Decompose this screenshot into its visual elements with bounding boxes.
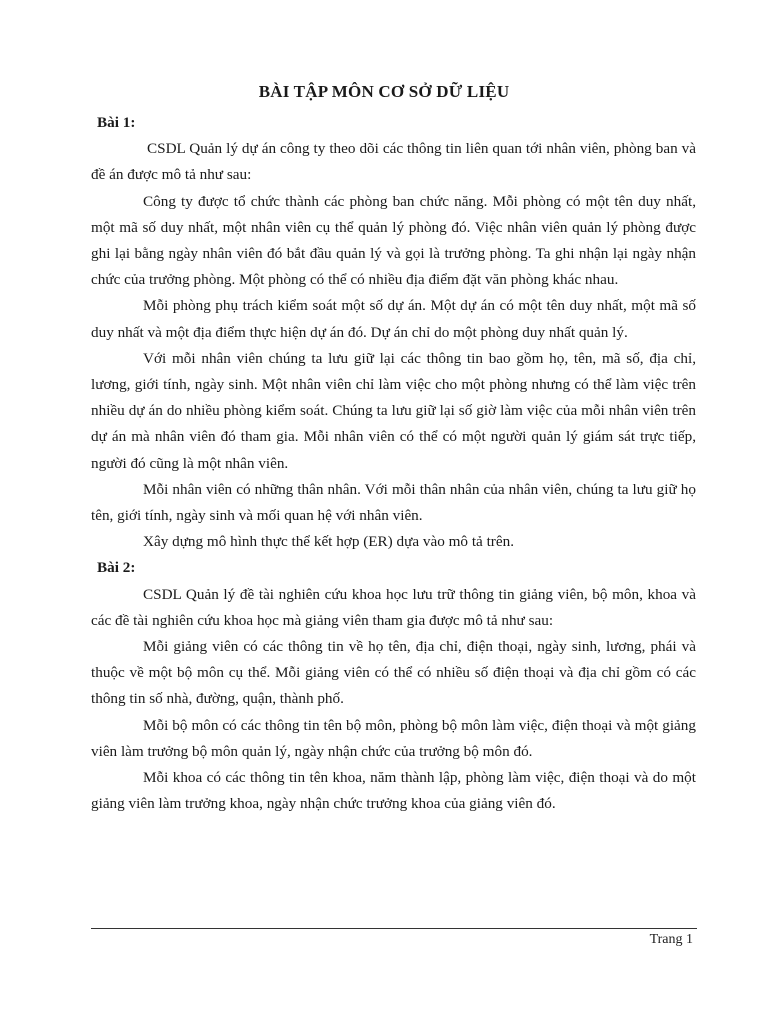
exercise-1-paragraph-3: Mỗi phòng phụ trách kiểm soát một số dự án. Một dự án có một tên duy nhất, một mã số duy nhất và một địa điểm thực hiện dự án đó. Dự án chỉ do một phòng duy nhất quản lý. <box>91 297 696 341</box>
exercise-2-paragraph-1: CSDL Quản lý đề tài nghiên cứu khoa học lưu trữ thông tin giảng viên, bộ môn, khoa và các đề tài nghiên cứu khoa học mà giảng viên tham gia được mô tả như sau: <box>91 585 696 629</box>
exercise-1-paragraph-6: Xây dựng mô hình thực thể kết hợp (ER) dựa vào mô tả trên. <box>143 533 514 551</box>
exercise-2-heading: Bài 2: <box>97 559 136 577</box>
page-number: Trang 1 <box>649 932 693 947</box>
exercise-2-paragraph-3: Mỗi bộ môn có các thông tin tên bộ môn, phòng bộ môn làm việc, điện thoại và một giảng viên làm trưởng bộ môn quản lý, ngày nhận chức của trưởng bộ môn đó. <box>91 716 696 760</box>
exercise-1-paragraph-4: Với mỗi nhân viên chúng ta lưu giữ lại các thông tin bao gồm họ, tên, mã số, địa chỉ, lương, giới tính, ngày sinh. Một nhân viên chỉ làm việc cho một phòng nhưng có thể làm việc trên nhiều dự án do nhiều phòng kiểm soát. Chúng ta lưu giữ lại số giờ làm việc của mỗi nhân viên trên dự án mà nhân viên đó tham gia. Mỗi nhân viên có thể có một người quản lý giám sát trực tiếp, người đó cũng là một nhân viên. <box>91 349 696 472</box>
document-title: BÀI TẬP MÔN CƠ SỞ DỮ LIỆU <box>258 82 510 101</box>
exercise-2-paragraph-4: Mỗi khoa có các thông tin tên khoa, năm thành lập, phòng làm việc, điện thoại và do một giảng viên làm trưởng khoa, ngày nhận chức trưởng khoa của giảng viên đó. <box>91 769 696 813</box>
footer-divider <box>91 928 697 929</box>
exercise-1-paragraph-5: Mỗi nhân viên có những thân nhân. Với mỗi thân nhân của nhân viên, chúng ta lưu giữ họ tên, giới tính, ngày sinh và mối quan hệ với nhân viên. <box>91 480 696 525</box>
exercise-1-paragraph-2: Công ty được tổ chức thành các phòng ban chức năng. Mỗi phòng có một tên duy nhất, một mã số duy nhất, một nhân viên cụ thể quản lý phòng đó. Việc nhân viên quản lý phòng được ghi lại bằng ngày nhân viên đó bắt đầu quản lý và gọi là trưởng phòng. Ta ghi nhận lại ngày nhận chức của trưởng phòng. Một phòng có thể có nhiều địa điểm đặt văn phòng khác nhau. <box>91 192 696 289</box>
exercise-2-paragraph-2: Mỗi giảng viên có các thông tin về họ tên, địa chỉ, điện thoại, ngày sinh, lương, phái và thuộc về một bộ môn cụ thể. Mỗi giảng viên có thể có nhiều số điện thoại và địa chỉ gồm có các thông tin số nhà, đường, quận, thành phố. <box>91 638 696 708</box>
exercise-1-paragraph-1: CSDL Quản lý dự án công ty theo dõi các thông tin liên quan tới nhân viên, phòng ban và đề án được mô tả như sau: <box>91 140 696 184</box>
exercise-1-heading: Bài 1: <box>97 114 136 131</box>
document-body <box>91 110 696 817</box>
